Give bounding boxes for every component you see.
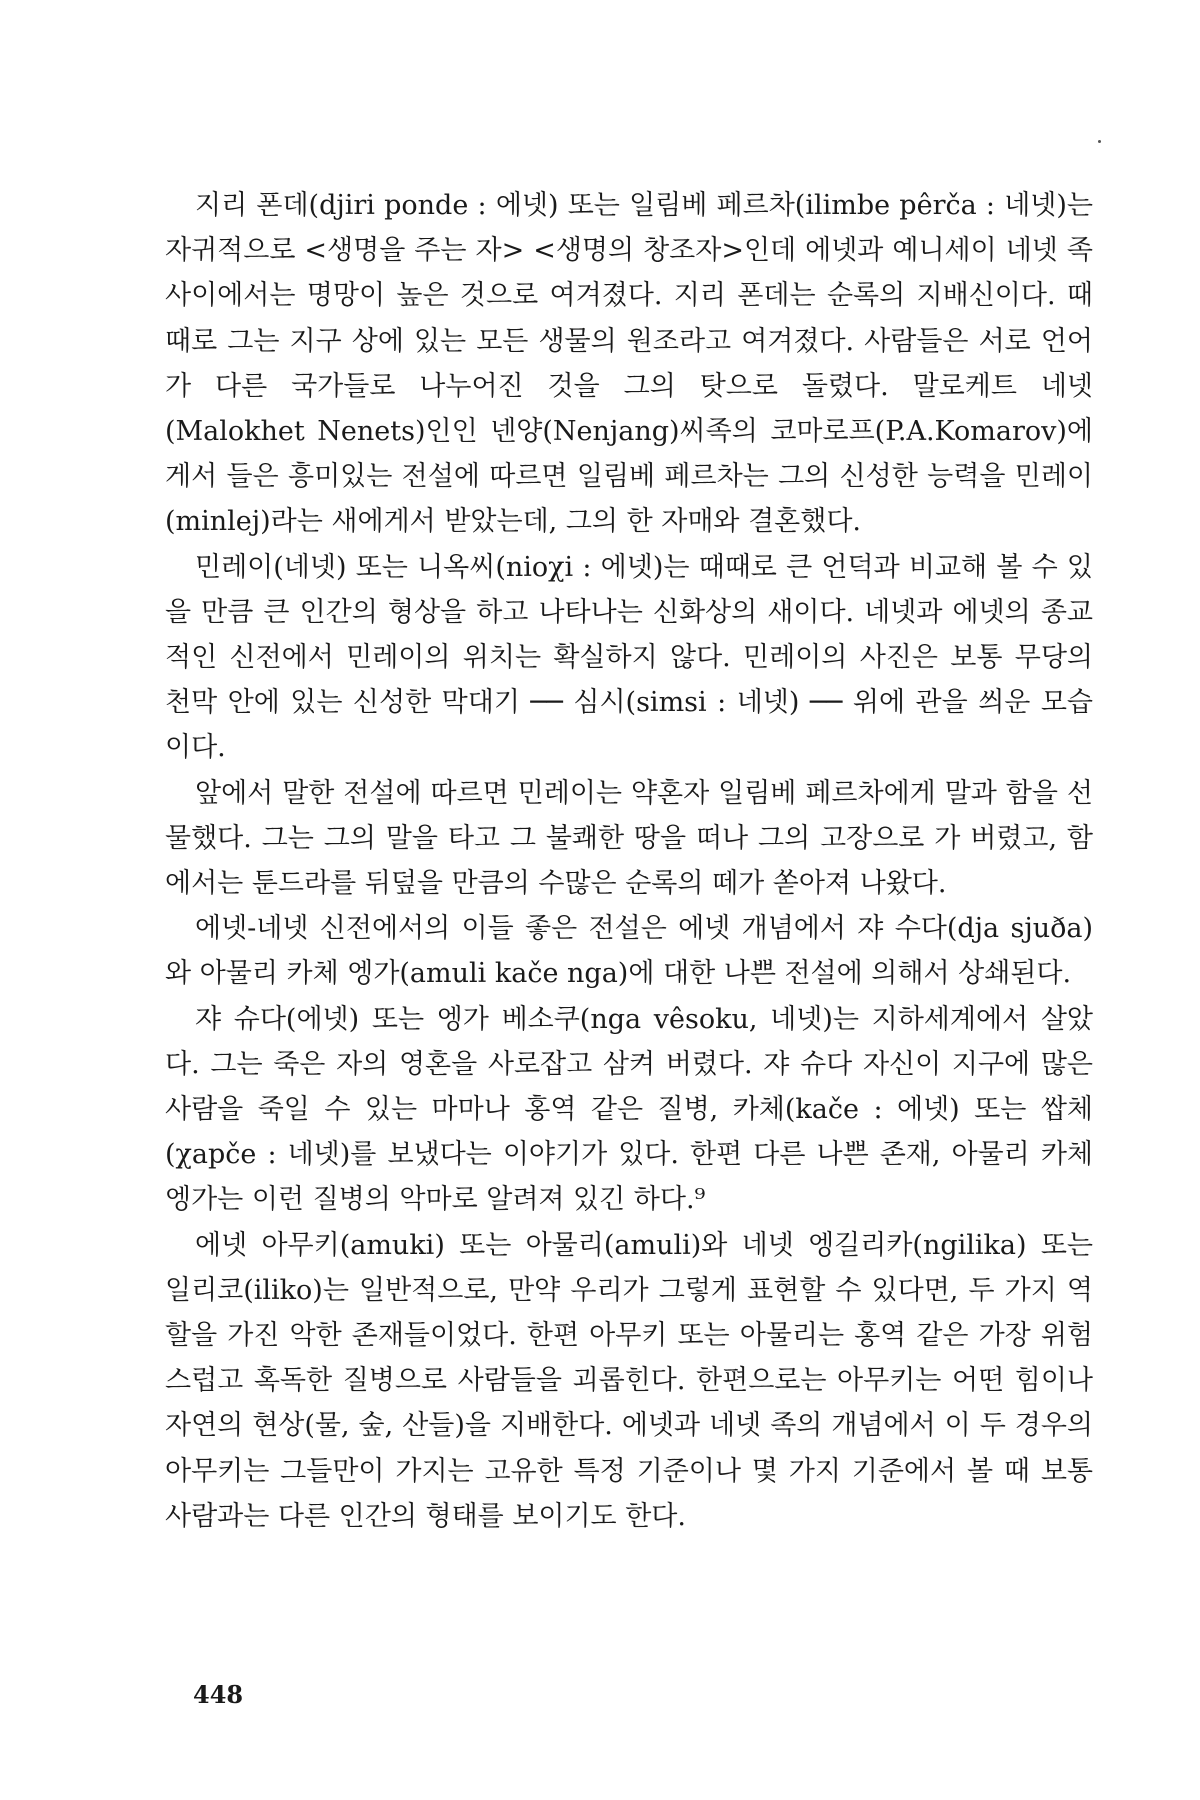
- stray-dot-mark: [1098, 140, 1101, 143]
- page-number: 448: [193, 1680, 244, 1709]
- paragraph-dja-sjuda: 쟈 슈다(에넷) 또는 엥가 베소쿠(nga vêsoku, 네넷)는 지하세계에서 살았다. 그는 죽은 자의 영혼을 사로잡고 삼켜 버렸다. 쟈 슈다 자신이 지구에 많은 사람을 죽일 수 있는 마마나 홍역 같은 질병, 카체(kače : 에넷) 또는 쌉체(χapče : 네넷)를 보냈다는 이야기가 있다. 한편 다른 나쁜 존재, 아물리 카체 엥가는 이런 질병의 악마로 알려져 있긴 하다.⁹: [165, 1003, 1093, 1216]
- paragraph-amuki: 에넷 아무키(amuki) 또는 아물리(amuli)와 네넷 엥길리카(ngilika) 또는 일리코(iliko)는 일반적으로, 만약 우리가 그렇게 표현할 수 있다면, 두 가지 역할을 가진 악한 존재들이었다. 한편 아무키 또는 아물리는 홍역 같은 가장 위험스럽고 혹독한 질병으로 사람들을 괴롭힌다. 한편으로는 아무키는 어떤 힘이나 자연의 현상(물, 숲, 산들)을 지배한다. 에넷과 네넷 족의 개념에서 이 두 경우의 아무키는 그들만이 가지는 고유한 특정 기준이나 몇 가지 기준에서 볼 때 보통사람과는 다른 인간의 형태를 보이기도 한다.: [165, 1229, 1093, 1532]
- paragraph-bad-legends: 에넷-네넷 신전에서의 이들 좋은 전설은 에넷 개념에서 쟈 수다(dja sjuða)와 아물리 카체 엥가(amuli kače nga)에 대한 나쁜 전설에 의해서 상쇄된다.: [165, 913, 1093, 990]
- page-body-text: [165, 183, 1093, 1539]
- paragraph-minlej: 민레이(네넷) 또는 니옥씨(nioχi : 에넷)는 때때로 큰 언덕과 비교해 볼 수 있을 만큼 큰 인간의 형상을 하고 나타나는 신화상의 새이다. 네넷과 에넷의 종교적인 신전에서 민레이의 위치는 확실하지 않다. 민레이의 사진은 보통 무당의 천막 안에 있는 신성한 막대기 ── 심시(simsi : 네넷) ── 위에 관을 씌운 모습이다.: [165, 551, 1093, 764]
- paragraph-gift-legend: 앞에서 말한 전설에 따르면 민레이는 약혼자 일림베 페르차에게 말과 함을 선물했다. 그는 그의 말을 타고 그 불쾌한 땅을 떠나 그의 고장으로 가 버렸고, 함에서는 툰드라를 뒤덮을 만큼의 수많은 순록의 떼가 쏟아져 나왔다.: [165, 777, 1093, 900]
- paragraph-djiri-ponde: 지리 폰데(djiri ponde : 에넷) 또는 일림베 페르차(ilimbe pêrča : 네넷)는 자귀적으로 <생명을 주는 자> <생명의 창조자>인데 에넷과 예니세이 네넷 족 사이에서는 명망이 높은 것으로 여겨졌다. 지리 폰데는 순록의 지배신이다. 때때로 그는 지구 상에 있는 모든 생물의 원조라고 여겨졌다. 사람들은 서로 언어가 다른 국가들로 나누어진 것을 그의 탓으로 돌렸다. 말로케트 네넷(Malokhet Nenets)인인 넨양(Nenjang)씨족의 코마로프(P.A.Komarov)에게서 들은 흥미있는 전설에 따르면 일림베 페르차는 그의 신성한 능력을 민레이(minlej)라는 새에게서 받았는데, 그의 한 자매와 결혼했다.: [165, 190, 1093, 538]
